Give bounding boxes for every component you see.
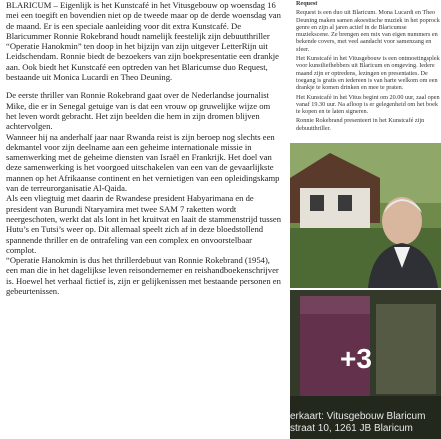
sidebar-paragraph: Request is een duo uit Blaricum. Mona Lucardi en Theo Deuning maken samen akoestische muziek in het poprock genre en zijn al jaren actief in de Blaricumse muziekscene. Ze brengen een mix van eigen nummers en bekende covers, met veel aandacht voor samenzang en sfeer. [296, 9, 440, 53]
sidebar-column [290, 0, 441, 439]
sidebar-heading: Request [296, 0, 318, 7]
article-paragraph: De eerste thriller van Ronnie Rokebrand gaat over de Nederlandse journalist Mike, die er in Senegal getuige van is dat een vrouw op gruwelijke wijze om het leven wordt gebracht. Het zijn beelden die hem in zijn dromen blijven achtervolgen. [6, 90, 271, 132]
more-photos-count[interactable]: +3 [340, 343, 372, 374]
gallery-photo[interactable] [290, 290, 441, 439]
caption-line: straat 10, 1261 JB Blaricum [290, 423, 413, 434]
author-photo-image [290, 143, 441, 288]
sidebar-paragraph: Ronnie Rokebrand presenteert in het Kunstcafé zijn debuutthriller. [296, 117, 425, 132]
author-photo[interactable] [290, 143, 441, 288]
article-intro: BLARICUM – Eigenlijk is het Kunstcafé in het Vitusgebouw op woensdag 16 mei een toegift en bovendien niet op de tweede maar op de derde woensdag van de maand. Er is een speciale aanleiding voor dit extra Kunstcafé. De Blaricummer Ronnie Rokebrand houdt namelijk feestelijk zijn debuutthriller “Operatie Hanokmin” ten doop in het bijzijn van zijn uitgever LetterRijn uit Leidschendam. Ronnie biedt de bezoekers van zijn boekpresentatie een drankje aan. Ook biedt het Kunstcafé een optreden van het Blaricumse duo Request, bestaande uit Monica Lucardi en Theo Deuning. [6, 0, 281, 83]
article-paragraph: “Operatie Hanokmin is dus het thrillerdebuut van Ronnie Rokebrand (1954), een man die in het dagelijkse leven reisondernemer en reishandboekenschrijver is. Hoewel het verhaal fictief is, zijn er gelijkenissen met bestaande personen en gebeurtenissen. [6, 255, 281, 297]
sidebar-text [290, 0, 441, 140]
article-paragraph: Als een vliegtuig met daarin de Rwandese president Habyarimana en de president van Burundi Ntaryamira met twee SAM 7 raketten wordt neergeschoten, werkt dat als lont in het kruitvat en laait de stammenstrijd tussen Hutu’s en Tutsi’s weer op. Dit allemaal speelt zich af in deze bloedstollend spannende thriller en de ontrafeling van een complex en onvoorstelbaar complot. [6, 193, 282, 255]
article-paragraph: Wanneer hij na anderhalf jaar naar Rwanda reist is zijn beroep nog slechts een dekmantel voor zijn deelname aan een geheime internationale missie in samenwerking met de geheime diensten van Israël en Frankrijk. Het doel van deze samenwerking is het voorgoed uitschakelen van een van de gevaarlijkste mannen op het Afrikaanse continent en het vernietigen van een opleidingskamp van de terreurorganisatie Al-Qaida. [6, 131, 280, 194]
sidebar-paragraph: Het Kunstcafé in het Vitusgebouw is een ontmoetingsplek voor kunstliefhebbers uit Blaricum en omgeving. Iedere maand zijn er optredens, lezingen en presentaties. De toegang is gratis en iedereen is van harte welkom om een drankje te komen drinken en mee te praten. [296, 55, 440, 92]
photo-caption [290, 411, 425, 435]
sidebar-paragraph: Het Kunstcafé in het Vitus begint om 20.00 uur, zaal open vanaf 19.30 uur. Na afloop is er gelegenheid om het boek te kopen en te laten signeren. [296, 93, 440, 116]
caption-line: erkaart: Vitusgebouw Blaricum [290, 411, 426, 422]
